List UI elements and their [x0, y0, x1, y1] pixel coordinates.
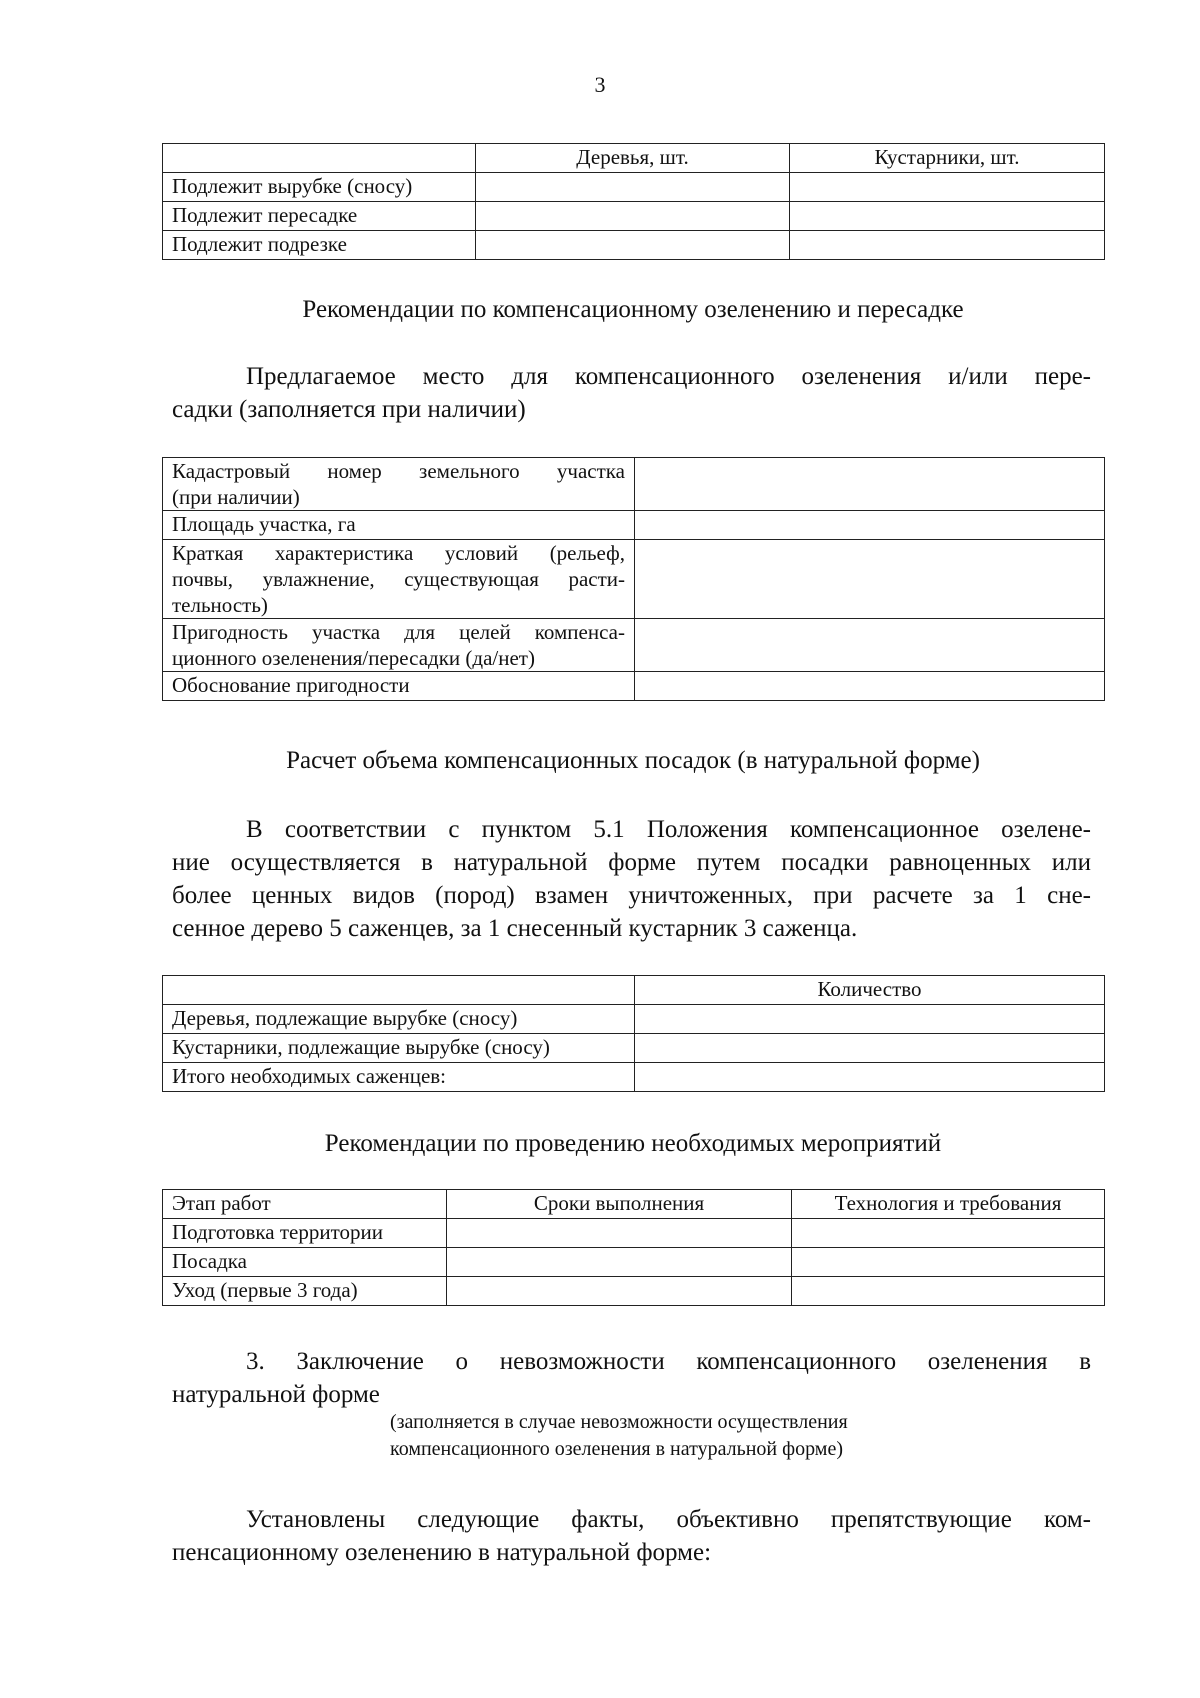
page-number: 3: [594, 72, 606, 97]
tech-cell[interactable]: [792, 1219, 1105, 1248]
paragraph-line: пенсационному озеленению в натуральной форме:: [172, 1539, 712, 1566]
table-row: [163, 173, 1105, 202]
value-cell[interactable]: [635, 672, 1105, 701]
table-row: [163, 619, 1105, 672]
row-label: Подлежит пересадке: [163, 202, 476, 231]
table-header-row: [163, 144, 1105, 173]
value-cell[interactable]: [635, 619, 1105, 672]
table-row: [163, 1034, 1105, 1063]
value-cell[interactable]: [635, 1005, 1105, 1034]
trees-cell[interactable]: [476, 173, 790, 202]
facts-paragraph: [172, 1503, 1091, 1569]
paragraph-line: более ценных видов (пород) взамен уничтоженных, при расчете за 1 сне-: [172, 882, 1091, 909]
paragraph-line: садки (заполняется при наличии): [172, 396, 526, 423]
note-line: компенсационного озеленения в натуральной форме): [390, 1438, 843, 1460]
value-cell[interactable]: [635, 540, 1105, 619]
shrubs-cell[interactable]: [790, 231, 1105, 260]
row-label: Кадастровый номер земельного участка (при наличии): [163, 458, 635, 511]
measures-table: [162, 1189, 1105, 1306]
value-cell[interactable]: [635, 1034, 1105, 1063]
land-plot-table: [162, 457, 1105, 701]
header-empty-cell: [163, 144, 476, 173]
heading-measures: Рекомендации по проведению необходимых мероприятий: [324, 1130, 942, 1157]
terms-cell[interactable]: [447, 1277, 792, 1306]
table-row: [163, 540, 1105, 619]
quantity-table: [162, 975, 1105, 1092]
row-label: Деревья, подлежащие вырубке (сносу): [163, 1005, 635, 1034]
header-technology: Технология и требования: [792, 1190, 1105, 1219]
row-label: Кустарники, подлежащие вырубке (сносу): [163, 1034, 635, 1063]
header-quantity: Количество: [635, 976, 1105, 1005]
shrubs-cell[interactable]: [790, 202, 1105, 231]
table-header-row: [163, 1190, 1105, 1219]
row-label: Итого необходимых саженцев:: [163, 1063, 635, 1092]
row-label: Подлежит подрезке: [163, 231, 476, 260]
table-row: [163, 458, 1105, 511]
heading-recommendations: Рекомендации по компенсационному озеленению и пересадке: [302, 296, 964, 323]
row-label: Обоснование пригодности: [163, 672, 635, 701]
calculation-paragraph: [172, 813, 1091, 945]
row-label: Подлежит вырубке (сносу): [163, 173, 476, 202]
header-shrubs: Кустарники, шт.: [790, 144, 1105, 173]
header-terms: Сроки выполнения: [447, 1190, 792, 1219]
shrubs-cell[interactable]: [790, 173, 1105, 202]
paragraph-line: сенное дерево 5 саженцев, за 1 снесенный кустарник 3 саженца.: [172, 915, 858, 942]
tech-cell[interactable]: [792, 1277, 1105, 1306]
value-cell[interactable]: [635, 458, 1105, 511]
stage-label: Подготовка территории: [163, 1219, 447, 1248]
note-line: (заполняется в случае невозможности осуществления: [390, 1411, 848, 1433]
removal-table: [162, 143, 1105, 260]
table-row: [163, 202, 1105, 231]
paragraph-line: 3. Заключение о невозможности компенсационного озеленения в: [246, 1348, 1091, 1375]
trees-cell[interactable]: [476, 202, 790, 231]
table-row: [163, 1219, 1105, 1248]
heading-calculation: Расчет объема компенсационных посадок (в натуральной форме): [286, 747, 980, 774]
paragraph-line: Предлагаемое место для компенсационного озеленения и/или пере-: [246, 363, 1091, 390]
table-row: [163, 1005, 1105, 1034]
table-row: [163, 1063, 1105, 1092]
table-header-row: [163, 976, 1105, 1005]
value-cell[interactable]: [635, 1063, 1105, 1092]
row-label: Площадь участка, га: [163, 511, 635, 540]
table-row: [163, 672, 1105, 701]
header-stage: Этап работ: [163, 1190, 447, 1219]
paragraph-line: ние осуществляется в натуральной форме путем посадки равноценных или: [172, 849, 1091, 876]
row-label: Пригодность участка для целей компенса- ционного озеленения/пересадки (да/нет): [163, 619, 635, 672]
stage-label: Посадка: [163, 1248, 447, 1277]
header-empty-cell: [163, 976, 635, 1005]
value-cell[interactable]: [635, 511, 1105, 540]
paragraph-line: натуральной форме: [172, 1381, 380, 1408]
table-row: [163, 1277, 1105, 1306]
terms-cell[interactable]: [447, 1219, 792, 1248]
section3-note: [390, 1409, 1010, 1463]
table-row: [163, 511, 1105, 540]
header-trees: Деревья, шт.: [476, 144, 790, 173]
section3-heading: [172, 1345, 1091, 1411]
paragraph-line: Установлены следующие факты, объективно препятствующие ком-: [246, 1506, 1091, 1533]
paragraph-line: В соответствии с пунктом 5.1 Положения компенсационное озелене-: [246, 816, 1091, 843]
tech-cell[interactable]: [792, 1248, 1105, 1277]
proposed-place-paragraph: [172, 360, 1091, 426]
table-row: [163, 231, 1105, 260]
table-row: [163, 1248, 1105, 1277]
trees-cell[interactable]: [476, 231, 790, 260]
stage-label: Уход (первые 3 года): [163, 1277, 447, 1306]
terms-cell[interactable]: [447, 1248, 792, 1277]
row-label: Краткая характеристика условий (рельеф, почвы, увлажнение, существующая расти- тельность): [163, 540, 635, 619]
